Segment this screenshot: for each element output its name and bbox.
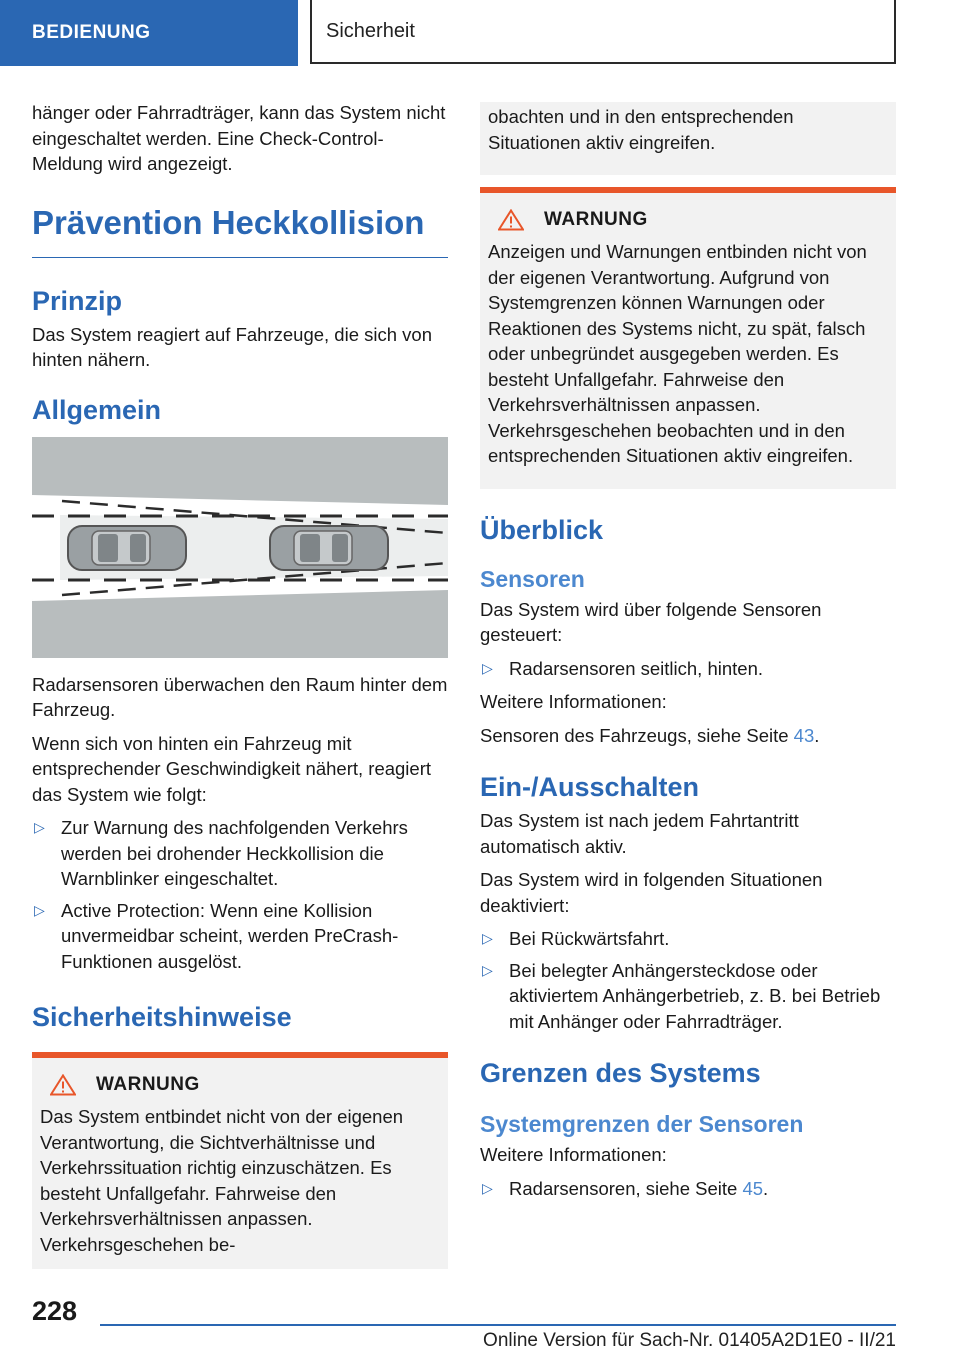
footer-divider bbox=[100, 1324, 896, 1326]
list-item: ▷ Bei Rückwärtsfahrt. bbox=[480, 926, 896, 952]
car-rear-icon bbox=[68, 526, 186, 570]
heading-systemgrenzen: Systemgrenzen der Sensoren bbox=[480, 1111, 804, 1137]
triangle-bullet-icon: ▷ bbox=[482, 1179, 493, 1196]
heading-ueberblick: Überblick bbox=[480, 514, 604, 545]
triangle-bullet-icon: ▷ bbox=[34, 901, 45, 918]
list-item: ▷ Radarsensoren seitlich, hinten. bbox=[480, 656, 896, 682]
radar-paragraph: Radarsensoren überwachen den Raum hinter dem Fahrzeug. bbox=[32, 673, 448, 720]
page-header bbox=[0, 0, 960, 66]
heading-sicherheitshinweise: Sicherheitshinweise bbox=[32, 1002, 292, 1032]
warning-label-2: WARNUNG bbox=[544, 209, 648, 230]
heading-prinzip: Prinzip bbox=[32, 285, 123, 316]
list-item: ▷ Zur Warnung des nachfolgenden Verkehrs werden bei drohender Heckkollision die Warnblinker eingeschaltet. bbox=[34, 817, 408, 889]
right-column bbox=[480, 104, 896, 1209]
page-link-43[interactable]: 43 bbox=[793, 724, 815, 746]
prinzip-text: Das System reagiert auf Fahrzeuge, die sich von hinten nähern. bbox=[32, 323, 432, 370]
sensoren-text: Das System wird über folgende Sensoren gesteuert: bbox=[480, 598, 822, 645]
list-item: ▷ Bei belegter Anhängersteckdose oder aktiviertem Anhängerbetrieb, z. B. bei Betrieb mit Anhänger oder Fahrradträger. bbox=[482, 959, 881, 1032]
grenzen-list bbox=[480, 1176, 896, 1202]
page-number: 228 bbox=[32, 1296, 78, 1326]
footer-text: Online Version für Sach-Nr. 01405A2D1E0 - II/21 bbox=[483, 1330, 896, 1351]
intro-paragraph: hänger oder Fahrradträger, kann das System nicht eingeschaltet werden. Eine Check-Control-Meldung wird angezeigt. bbox=[32, 102, 446, 174]
heading-ein-ausschalten: Ein-/Ausschalten bbox=[480, 772, 700, 802]
ein-paragraph-2: Das System wird in folgenden Situationen deaktiviert: bbox=[480, 869, 823, 916]
list-item: ▷ Radarsensoren, siehe Seite 45. bbox=[480, 1176, 896, 1202]
warning-box-2 bbox=[480, 193, 896, 489]
weitere-info-1: Weitere Informationen: bbox=[480, 691, 667, 712]
heading-grenzen: Grenzen des Systems bbox=[480, 1058, 761, 1088]
warning-triangle-icon bbox=[50, 1074, 76, 1096]
wenn-paragraph: Wenn sich von hinten ein Fahrzeug mit entsprechender Geschwindigkeit nähert, reagiert das System wie folgt: bbox=[32, 732, 432, 805]
triangle-bullet-icon: ▷ bbox=[482, 930, 493, 946]
reaction-list bbox=[32, 815, 448, 974]
warning-continuation-box bbox=[480, 102, 896, 175]
triangle-bullet-icon: ▷ bbox=[34, 819, 45, 835]
warning-text-2: Anzeigen und Warnungen entbinden nicht von der eigenen Verantwortung. Aufgrund von Systemgrenzen können Warnungen oder Reaktionen des Systems nicht, zu spät, falsch oder unbegründet ausgegeben werden. Es besteht Unfallgefahr. Fahrweise den Verkehrsverhältnissen anpassen. Verkehrsgeschehen beobachten und in den entsprechenden Situationen aktiv eingreifen. bbox=[488, 241, 867, 466]
sensoren-reference: Sensoren des Fahrzeugs, siehe Seite 43. bbox=[480, 724, 820, 746]
car-front-icon bbox=[270, 526, 388, 570]
left-column bbox=[32, 100, 448, 1269]
ein-paragraph-1: Das System ist nach jedem Fahrtantritt automatisch aktiv. bbox=[480, 810, 799, 857]
triangle-bullet-icon: ▷ bbox=[482, 659, 493, 676]
warning-continuation-text: obachten und in den entsprechenden Situationen aktiv eingreifen. bbox=[488, 106, 794, 153]
warning-label: WARNUNG bbox=[96, 1074, 200, 1095]
section-title: Sicherheit bbox=[310, 0, 896, 64]
weitere-info-2: Weitere Informationen: bbox=[480, 1144, 667, 1165]
warning-box bbox=[32, 1058, 448, 1269]
page-link-45[interactable]: 45 bbox=[742, 1177, 764, 1199]
rear-collision-illustration bbox=[32, 437, 448, 658]
triangle-bullet-icon: ▷ bbox=[482, 961, 493, 978]
deaktivierung-list bbox=[480, 926, 896, 1034]
chapter-tab: BEDIENUNG bbox=[0, 0, 298, 66]
heading-sensoren: Sensoren bbox=[480, 565, 585, 592]
warning-triangle-icon bbox=[498, 209, 524, 231]
list-item: ▷ Active Protection: Wenn eine Kollision unvermeidbar scheint, werden PreCrash-Funktionen ausgelöst. bbox=[34, 899, 399, 972]
heading-allgemein: Allgemein bbox=[32, 394, 162, 425]
sensoren-list bbox=[480, 656, 896, 682]
warning-text: Das System entbindet nicht von der eigenen Verantwortung, die Sichtverhältnisse und Verkehrssituation richtig einzuschätzen. Es besteht Unfallgefahr. Fahrweise den Verkehrsverhältnissen anpassen. Verkehrsgeschehen be- bbox=[40, 1106, 404, 1255]
main-heading: Prävention Heckkollision bbox=[32, 203, 448, 258]
